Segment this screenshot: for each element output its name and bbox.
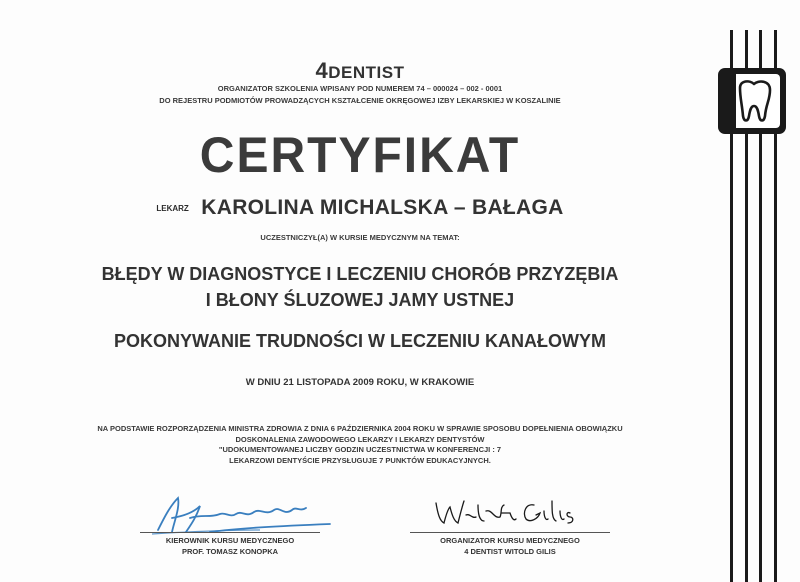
course-subtopic: POKONYWANIE TRUDNOŚCI W LECZENIU KANAŁOWYM (114, 331, 606, 351)
course-date-place: W DNIU 21 LISTOPADA 2009 ROKU, W KRAKOWIE (245, 377, 475, 388)
signature-caption-right (390, 535, 630, 557)
signature-line-right (410, 532, 610, 533)
legal-line-2: DOSKONALENIA ZAWODOWEGO LEKARZY I LEKARZY DENTYSTÓW (235, 434, 485, 444)
brand-header (0, 58, 720, 84)
signature-left-image (150, 488, 340, 538)
tooth-logo-icon (718, 68, 786, 134)
brand-name: DENTIST (328, 63, 405, 82)
signature-right-image (430, 493, 590, 529)
brand-number: 4 (315, 58, 329, 83)
legal-basis (0, 424, 720, 466)
legal-line-1: NA PODSTAWIE ROZPORZĄDZENIA MINISTRA ZDROWIA Z DNIA 6 PAŹDZIERNIKA 2004 ROKU W SPRAWIE SPOSOBU DOPEŁNIENIA OBOWIĄZKU (97, 424, 623, 433)
legal-line-4: LEKARZOWI DENTYŚCIE PRZYSŁUGUJE 7 PUNKTÓW EDUKACYJNYCH. (229, 455, 491, 465)
signature-caption-left (110, 535, 350, 557)
course-topic-line-1: BŁĘDY W DIAGNOSTYCE I LECZENIU CHORÓB PRZYZĘBIA (101, 264, 619, 284)
signature-left-person: PROF. TOMASZ KONOPKA (181, 547, 279, 556)
signature-right-role: ORGANIZATOR KURSU MEDYCZNEGO (440, 536, 580, 545)
organizer-line-1: ORGANIZATOR SZKOLENIA WPISANY POD NUMEREM 74 – 000024 – 002 - 0001 (217, 84, 503, 93)
signature-left-role: KIEROWNIK KURSU MEDYCZNEGO (165, 536, 295, 545)
organizer-line-2: DO REJESTRU PODMIOTÓW PROWADZĄCYCH KSZTAŁCENIE OKRĘGOWEJ IZBY LEKARSKIEJ W KOSZALINIE (159, 96, 561, 105)
course-topic-line-2: I BŁONY ŚLUZOWEJ JAMY USTNEJ (205, 290, 515, 310)
recipient-prefix: LEKARZ (156, 203, 189, 213)
participation-statement: UCZESTNICZYŁ(A) W KURSIE MEDYCZNYM NA TEMAT: (260, 233, 460, 242)
certificate-title: CERTYFIKAT (199, 127, 521, 184)
recipient (0, 196, 720, 220)
signature-line-left (140, 532, 320, 533)
recipient-name: KAROLINA MICHALSKA – BAŁAGA (201, 196, 564, 219)
legal-line-3: "UDOKUMENTOWANEJ LICZBY GODZIN UCZESTNICTWA W KONFERENCJI : 7 (218, 445, 502, 454)
signature-right-person: 4 DENTIST WITOLD GILIS (464, 547, 556, 556)
